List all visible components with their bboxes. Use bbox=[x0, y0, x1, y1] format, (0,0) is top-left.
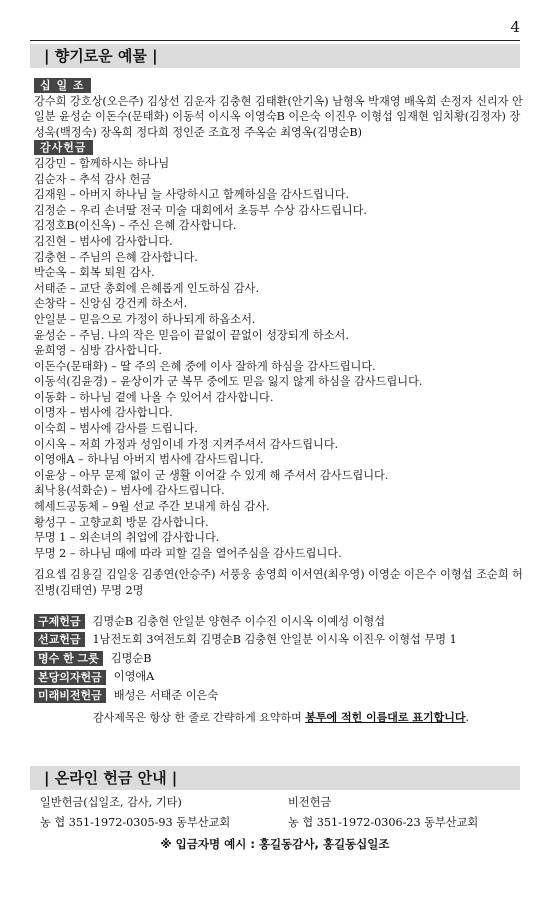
thanks-item: 박순옥 – 회복 퇴원 감사. bbox=[34, 266, 155, 280]
relief-row bbox=[34, 614, 528, 630]
thanks-item: 김순자 – 추석 감사 헌금 bbox=[34, 172, 152, 186]
vision-names: 배성은 서태준 이은숙 bbox=[113, 688, 219, 702]
thanks-item: 이동석(김윤경) – 윤상이가 군 복무 중에도 믿음 잃지 않게 하심을 감사드립니다. bbox=[34, 375, 423, 389]
section-title-offerings: | 향기로운 예물 | bbox=[30, 44, 520, 68]
thanks-item: 이동화 – 하나님 곁에 나올 수 있어서 감사합니다. bbox=[34, 390, 274, 404]
deposit-name-example: ※ 입금자명 예시 : 홍길동감사, 홍길동십일조 bbox=[160, 837, 390, 851]
thanks-item: 이윤상 – 아무 문제 없이 군 생활 이어갈 수 있게 해 주셔서 감사드립니다. bbox=[34, 468, 389, 482]
thanks-item: 안일분 – 믿음으로 가정이 하나되게 하옵소서. bbox=[34, 312, 256, 326]
tithe-label: 십 일 조 bbox=[34, 78, 91, 93]
thanks-item: 서태준 – 교단 총회에 은혜롭게 인도하심 감사. bbox=[34, 281, 260, 295]
mission-row bbox=[34, 632, 528, 648]
thanks-item: 최낙용(석화순) – 범사에 감사드립니다. bbox=[34, 484, 225, 498]
mission-label: 선교헌금 bbox=[34, 632, 85, 647]
building-names: 이영애A bbox=[113, 670, 155, 684]
vision-account: 농 협 351-1972-0306-23 동부산교회 bbox=[288, 816, 479, 829]
thanks-item: 손창락 – 신앙심 강건케 하소서. bbox=[34, 297, 188, 311]
thanks-item: 이명자 – 범사에 감사합니다. bbox=[34, 406, 173, 420]
soup-names: 김명순B bbox=[110, 651, 152, 665]
relief-label: 구제헌금 bbox=[34, 614, 85, 629]
bank-info bbox=[40, 794, 520, 834]
note-prefix: 감사제목은 항상 한 줄로 간략하게 요약하며 bbox=[92, 710, 306, 724]
thanks-item: 김정호B(이신옥) – 주신 은혜 감사합니다. bbox=[34, 219, 237, 233]
thanks-names: 김요셉 김용길 김일웅 김종연(안승주) 서풍웅 송영희 이서연(최우영) 이영순 이은수 이형섭 조순희 허진병(김태연) 무명 2명 bbox=[34, 568, 523, 597]
relief-names: 김명순B 김충현 안일분 양현주 이수진 이시옥 이예성 이형섭 bbox=[92, 614, 386, 628]
offering-note bbox=[34, 710, 528, 726]
thanks-item: 김정순 – 우리 손녀딸 전국 미술 대회에서 초등부 수상 감사드립니다. bbox=[34, 203, 367, 217]
thanks-label: 감사헌금 bbox=[34, 140, 93, 155]
thanks-item: 이돈수(문태화) – 딸 주의 은혜 중에 이사 잘하게 하심을 감사드립니다. bbox=[34, 359, 376, 373]
thanks-item: 헤세드공동체 – 9월 선교 주간 보내게 하심 감사. bbox=[34, 500, 270, 514]
section-title-online: | 온라인 헌금 안내 | bbox=[30, 766, 520, 790]
soup-label: 명수 한 그릇 bbox=[34, 651, 103, 666]
thanks-item: 윤희영 – 심방 감사합니다. bbox=[34, 344, 162, 358]
building-label: 본당의자헌금 bbox=[34, 670, 106, 685]
building-row bbox=[34, 669, 528, 685]
general-offering-label: 일반헌금(십일조, 감사, 기타) bbox=[40, 796, 182, 809]
offerings-content bbox=[34, 78, 528, 725]
thanks-item: 김재원 – 아버지 하나님 늘 사랑하시고 함께하심을 감사드립니다. bbox=[34, 188, 350, 202]
note-suffix: . bbox=[465, 710, 469, 724]
vision-row bbox=[34, 688, 528, 704]
thanks-item: 윤성순 – 주님. 나의 작은 믿음이 끝없이 끝없이 성장되게 하소서. bbox=[34, 328, 349, 342]
thanks-item: 김충현 – 주님의 은혜 감사합니다. bbox=[34, 250, 198, 264]
thanks-item: 김강민 – 함께하시는 하나님 bbox=[34, 156, 170, 170]
top-divider bbox=[30, 40, 520, 41]
soup-row bbox=[34, 651, 528, 667]
thanks-item: 김진현 – 범사에 감사합니다. bbox=[34, 234, 173, 248]
thanks-item: 황성구 – 고향교회 방문 감사합니다. bbox=[34, 515, 209, 529]
mission-names: 1남전도회 3여전도회 김명순B 김충현 안일분 이시옥 이진우 이형섭 무명 1 bbox=[92, 633, 457, 647]
vision-label: 미래비전헌금 bbox=[34, 688, 106, 703]
thanks-item: 무명 1 – 외손녀의 취업에 감사합니다. bbox=[34, 531, 220, 545]
note-emphasis: 봉투에 적힌 이름대로 표기합니다 bbox=[305, 710, 466, 724]
page-number: 4 bbox=[510, 18, 520, 36]
thanks-item: 이시옥 – 저희 가정과 성임이네 가정 지켜주셔서 감사드립니다. bbox=[34, 437, 339, 451]
tithe-names: 강수희 강호상(오은주) 김상선 김운자 김충현 김태환(안기옥) 남형옥 박재영 배옥희 손정자 신리자 안일분 윤성순 이돈수(문태화) 이동석 이시옥 이영숙B 이은숙 이진우 이형섭 임재현 임치황(김정자) 장성욱(백정숙) 장옥희 정다희 정인준 조효정 주옥순 최영옥(김명순B) bbox=[34, 94, 523, 139]
thanks-item: 이영애A – 하나님 아버지 범사에 감사드립니다. bbox=[34, 453, 264, 467]
thanks-item: 무명 2 – 하나님 때에 따라 피할 길을 열어주심을 감사드립니다. bbox=[34, 546, 342, 560]
vision-offering-label: 비전헌금 bbox=[288, 796, 332, 809]
thanks-list bbox=[34, 156, 528, 561]
general-account: 농 협 351-1972-0305-93 동부산교회 bbox=[40, 816, 231, 829]
thanks-item: 이숙희 – 범사에 감사를 드립니다. bbox=[34, 422, 198, 436]
